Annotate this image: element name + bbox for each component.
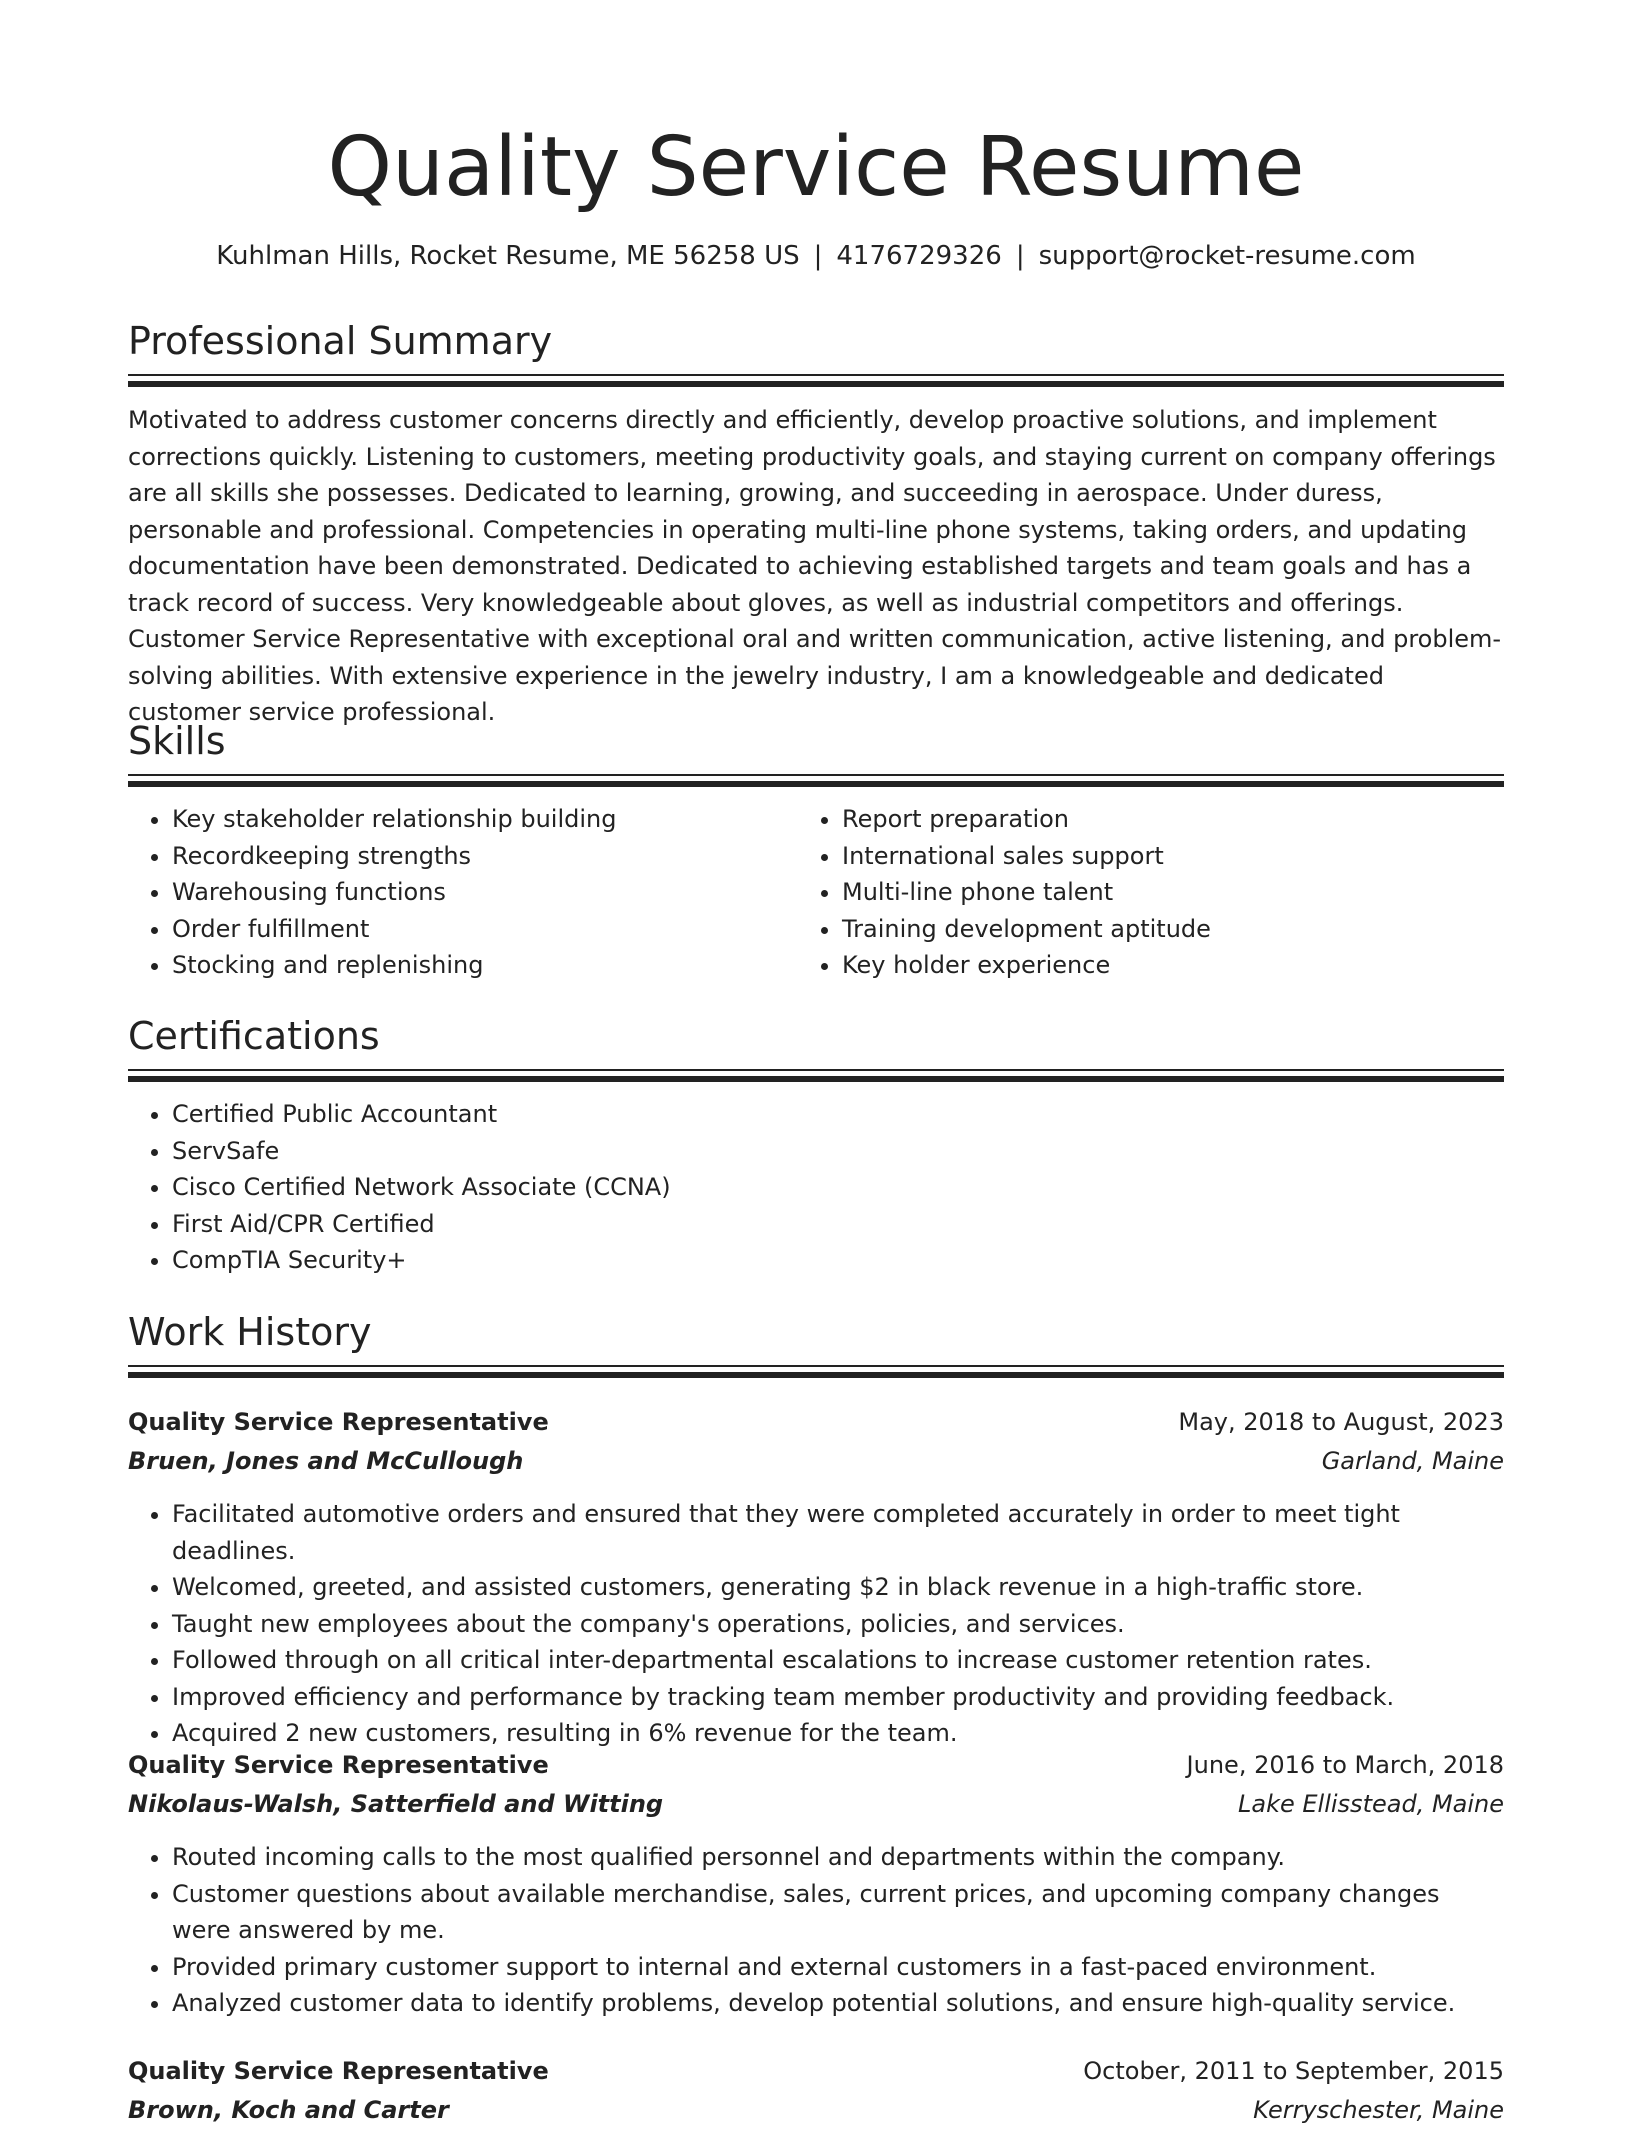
job-dates: May, 2018 to August, 2023 bbox=[1178, 1408, 1504, 1436]
certification-item: • CompTIA Security+ bbox=[172, 1242, 1504, 1279]
resume-title: Quality Service Resume bbox=[327, 120, 1305, 215]
skill-item: • Order fulfillment bbox=[172, 911, 792, 948]
contact-separator: | bbox=[1015, 241, 1025, 271]
skill-item: • Warehousing functions bbox=[172, 874, 792, 911]
job-bullet: • Improved efficiency and performance by tracking team member productivity and providing feedback. bbox=[172, 1679, 1504, 1716]
job-bullets bbox=[128, 1839, 1504, 2022]
summary-text: Motivated to address customer concerns directly and efficiently, develop proactive solutions, and implement corrections quickly. Listening to customers, meeting productivity goals, and staying current on company offerings are all skills she possesses. Dedicated to learning, growing, and succeeding in aerospace. Under duress, personable and professional. Competencies in operating multi-line phone systems, taking orders, and updating documentation have been demonstrated. Dedicated to achieving established targets and team goals and has a track record of success. Very knowledgeable about gloves, as well as industrial competitors and offerings. Customer Service Representative with exceptional oral and written communication, active listening, and problem-solving abilities. With extensive experience in the jewelry industry, I am a knowledgeable and dedicated customer service professional. bbox=[128, 406, 1502, 726]
skill-item: • Multi-line phone talent bbox=[842, 874, 1462, 911]
section-divider bbox=[128, 1069, 1504, 1082]
skill-item: • Training development aptitude bbox=[842, 911, 1462, 948]
contact-address: Kuhlman Hills, Rocket Resume, ME 56258 US bbox=[216, 241, 800, 271]
job-subheader bbox=[128, 1784, 1504, 1824]
contact-separator: | bbox=[813, 241, 823, 271]
section-divider bbox=[128, 1365, 1504, 1378]
job-header bbox=[128, 1402, 1504, 1442]
job-title: Quality Service Representative bbox=[128, 1408, 549, 1436]
job-bullets bbox=[128, 1496, 1504, 1752]
section-heading-certifications: Certifications bbox=[128, 1014, 380, 1058]
skills-list-right bbox=[798, 801, 1462, 984]
job-title: Quality Service Representative bbox=[128, 1751, 549, 1779]
job-bullet: • Acquired 2 new customers, resulting in 6% revenue for the team. bbox=[172, 1715, 1504, 1752]
job-bullet: • Customer questions about available merchandise, sales, current prices, and upcoming company changes were answered by me. bbox=[172, 1876, 1504, 1949]
section-heading-skills: Skills bbox=[128, 719, 226, 763]
job-location: Lake Ellisstead, Maine bbox=[1238, 1790, 1504, 1818]
skill-item: • Report preparation bbox=[842, 801, 1462, 838]
skill-item: • Recordkeeping strengths bbox=[172, 838, 792, 875]
job-company: Bruen, Jones and McCullough bbox=[128, 1447, 524, 1475]
certifications-list bbox=[128, 1096, 1504, 1279]
job-location: Garland, Maine bbox=[1321, 1447, 1504, 1475]
section-divider bbox=[128, 774, 1504, 787]
job-subheader bbox=[128, 1441, 1504, 1481]
skill-item: • International sales support bbox=[842, 838, 1462, 875]
job-company: Brown, Koch and Carter bbox=[128, 2096, 449, 2124]
section-heading-summary: Professional Summary bbox=[128, 319, 553, 363]
certification-item: • ServSafe bbox=[172, 1133, 1504, 1170]
job-header bbox=[128, 2051, 1504, 2091]
job-company: Nikolaus-Walsh, Satterfield and Witting bbox=[128, 1790, 664, 1818]
job-dates: June, 2016 to March, 2018 bbox=[1186, 1751, 1504, 1779]
skill-item: • Key stakeholder relationship building bbox=[172, 801, 792, 838]
job-bullet: • Welcomed, greeted, and assisted customers, generating $2 in black revenue in a high-traffic store. bbox=[172, 1569, 1504, 1606]
skill-item: • Stocking and replenishing bbox=[172, 947, 792, 984]
contact-line bbox=[0, 238, 1632, 274]
contact-email: support@rocket-resume.com bbox=[1038, 241, 1416, 271]
job-location: Kerryschester, Maine bbox=[1253, 2096, 1504, 2124]
certification-item: • Certified Public Accountant bbox=[172, 1096, 1504, 1133]
job-bullet: • Followed through on all critical inter-departmental escalations to increase customer retention rates. bbox=[172, 1642, 1504, 1679]
skills-list-left bbox=[128, 801, 792, 984]
section-heading-work-history: Work History bbox=[128, 1310, 372, 1354]
job-dates: October, 2011 to September, 2015 bbox=[1083, 2057, 1504, 2085]
job-bullet: • Taught new employees about the company's operations, policies, and services. bbox=[172, 1606, 1504, 1643]
job-bullet: • Provided primary customer support to internal and external customers in a fast-paced environment. bbox=[172, 1949, 1504, 1986]
certification-item: • First Aid/CPR Certified bbox=[172, 1206, 1504, 1243]
job-bullet: • Routed incoming calls to the most qualified personnel and departments within the company. bbox=[172, 1839, 1504, 1876]
certification-item: • Cisco Certified Network Associate (CCNA) bbox=[172, 1169, 1504, 1206]
skill-item: • Key holder experience bbox=[842, 947, 1462, 984]
job-bullet: • Facilitated automotive orders and ensured that they were completed accurately in order to meet tight deadlines. bbox=[172, 1496, 1504, 1569]
contact-phone: 4176729326 bbox=[836, 241, 1002, 271]
job-bullet: • Analyzed customer data to identify problems, develop potential solutions, and ensure high-quality service. bbox=[172, 1985, 1504, 2022]
job-subheader bbox=[128, 2090, 1504, 2130]
job-title: Quality Service Representative bbox=[128, 2057, 549, 2085]
section-divider bbox=[128, 374, 1504, 387]
job-header bbox=[128, 1745, 1504, 1785]
